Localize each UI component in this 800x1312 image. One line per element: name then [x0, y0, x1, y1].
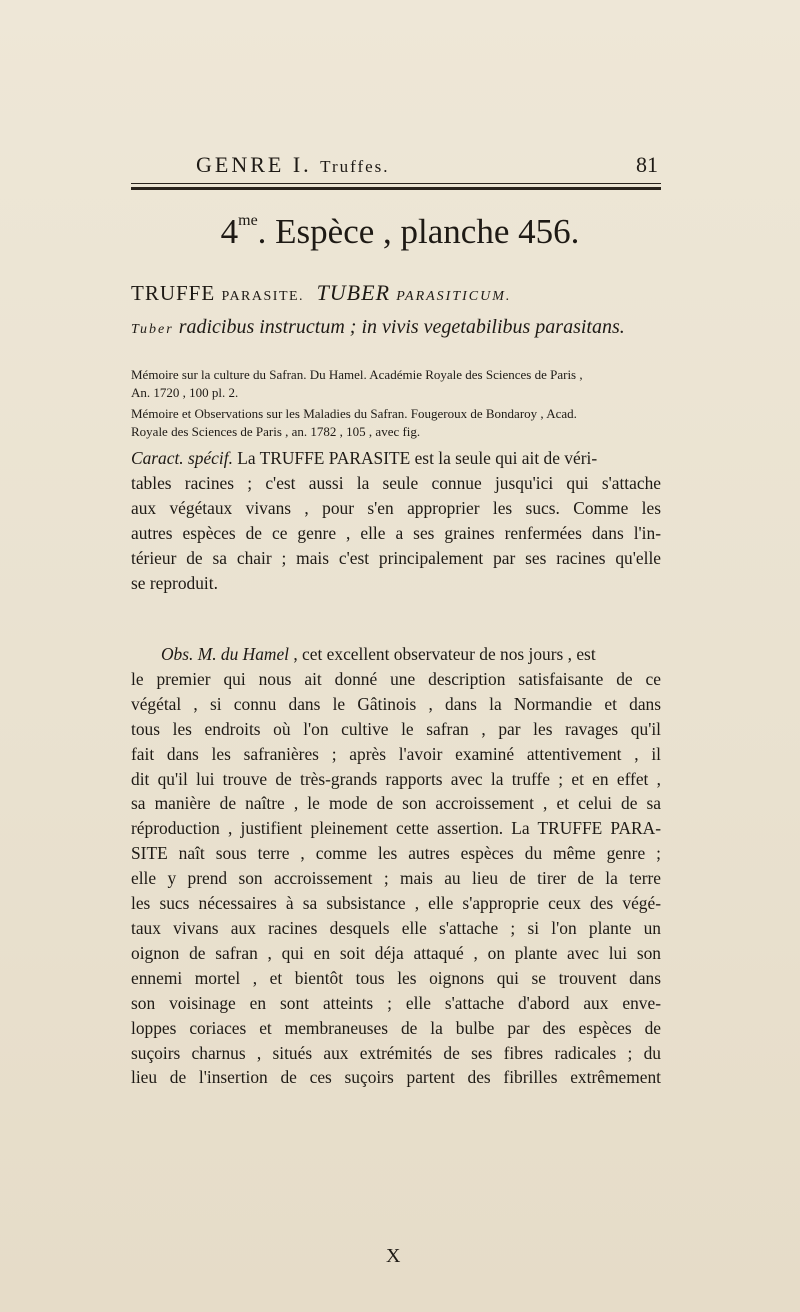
text-line: dit qu'il lui trouve de très-grands rapports avec la truffe ; et en effet ,	[131, 768, 661, 789]
paragraph-characteristics	[131, 446, 661, 595]
running-head	[196, 152, 676, 178]
diagnosis-text: radicibus instructum ; in vivis vegetabilibus parasitans.	[173, 316, 625, 338]
species-number: 4	[220, 212, 239, 251]
species-number-suffix: me	[238, 212, 258, 229]
french-epithet: PARASITE.	[221, 289, 305, 304]
text-line: tables racines ; c'est aussi la seule connue jusqu'ici qui s'attache	[131, 472, 661, 493]
text-line: aux végétaux vivans , pour s'en approprier les sucs. Comme les	[131, 497, 661, 518]
paragraph-lead: Obs. M. du Hamel	[161, 644, 290, 664]
running-head-genus: Truffes.	[320, 157, 390, 176]
text-line: se reproduit.	[131, 572, 218, 593]
species-heading	[0, 212, 800, 252]
text-line: , cet excellent observateur de nos jours , est	[289, 644, 596, 664]
paragraph-observations	[131, 642, 661, 1090]
reference-line: Mémoire sur la culture du Safran. Du Hamel. Académie Royale des Sciences de Paris ,	[131, 367, 583, 382]
text-line: taux vivans aux racines desquels elle s'attache ; si l'on plante un	[131, 917, 661, 938]
text-line: le premier qui nous ait donné une description satisfaisante de ce	[131, 668, 661, 689]
text-line: les sucs nécessaires à sa subsistance , elle s'approprie ceux des végé-	[131, 893, 661, 914]
french-name: TRUFFE	[131, 281, 216, 305]
latin-genus: TUBER	[316, 280, 391, 305]
reference-item	[131, 366, 661, 402]
text-line: sa manière de naître , le mode de son accroissement , et celui de sa	[131, 793, 661, 814]
signature-mark: X	[386, 1245, 401, 1267]
text-line: végétal , si connu dans le Gâtinois , dans la Normandie et dans	[131, 693, 661, 714]
text-line: lieu de l'insertion de ces suçoirs partent des fibrilles extrêmement	[131, 1067, 661, 1088]
text-line: tous les endroits où l'on cultive le safran , par les ravages qu'il	[131, 718, 661, 739]
text-line: La TRUFFE PARASITE est la seule qui ait de véri-	[232, 448, 598, 468]
latin-diagnosis	[131, 316, 676, 339]
text-line: oignon de safran , qui en soit déja attaqué , on plante avec lui son	[131, 942, 661, 963]
reference-line: Mémoire et Observations sur les Maladies du Safran. Fougeroux de Bondaroy , Acad.	[131, 406, 577, 421]
reference-line: An. 1720 , 100 pl. 2.	[131, 385, 239, 400]
latin-epithet: PARASITICUM.	[396, 289, 512, 304]
species-heading-text: . Espèce , planche 456.	[257, 212, 580, 251]
page-number: 81	[636, 152, 658, 177]
text-line: suçoirs charnus , situés aux extrémités de ses fibres radicales ; du	[131, 1042, 661, 1063]
text-line: elle y prend son accroissement ; mais au lieu de tirer de la terre	[131, 868, 661, 889]
species-title-line	[131, 280, 671, 306]
text-line: ennemi mortel , et bientôt tous les oignons qui se trouvent dans	[131, 967, 661, 988]
reference-line: Royale des Sciences de Paris , an. 1782 , 105 , avec fig.	[131, 424, 421, 439]
header-rule-thin	[131, 183, 661, 184]
diagnosis-genus: Tuber	[131, 322, 174, 337]
text-line: fait dans les safranières ; après l'avoir examiné attentivement , il	[131, 743, 661, 764]
header-rule-thick	[131, 187, 661, 190]
reference-item	[131, 405, 661, 441]
text-line: autres espèces de ce genre , elle a ses graines renfermées dans l'in-	[131, 522, 661, 543]
text-line: térieur de sa chair ; mais c'est principalement par ses racines qu'elle	[131, 547, 661, 568]
text-line: loppes coriaces et membraneuses de la bulbe par des espèces de	[131, 1017, 661, 1038]
references	[131, 366, 661, 444]
text-line: son voisinage en sont atteints ; elle s'attache d'abord aux enve-	[131, 992, 661, 1013]
text-line: SITE naît sous terre , comme les autres espèces du même genre ;	[131, 843, 661, 864]
text-line: réproduction , justifient pleinement cette assertion. La TRUFFE PARA-	[131, 818, 661, 839]
paragraph-lead: Caract. spécif.	[131, 448, 233, 468]
running-head-title: GENRE I.	[196, 152, 312, 177]
